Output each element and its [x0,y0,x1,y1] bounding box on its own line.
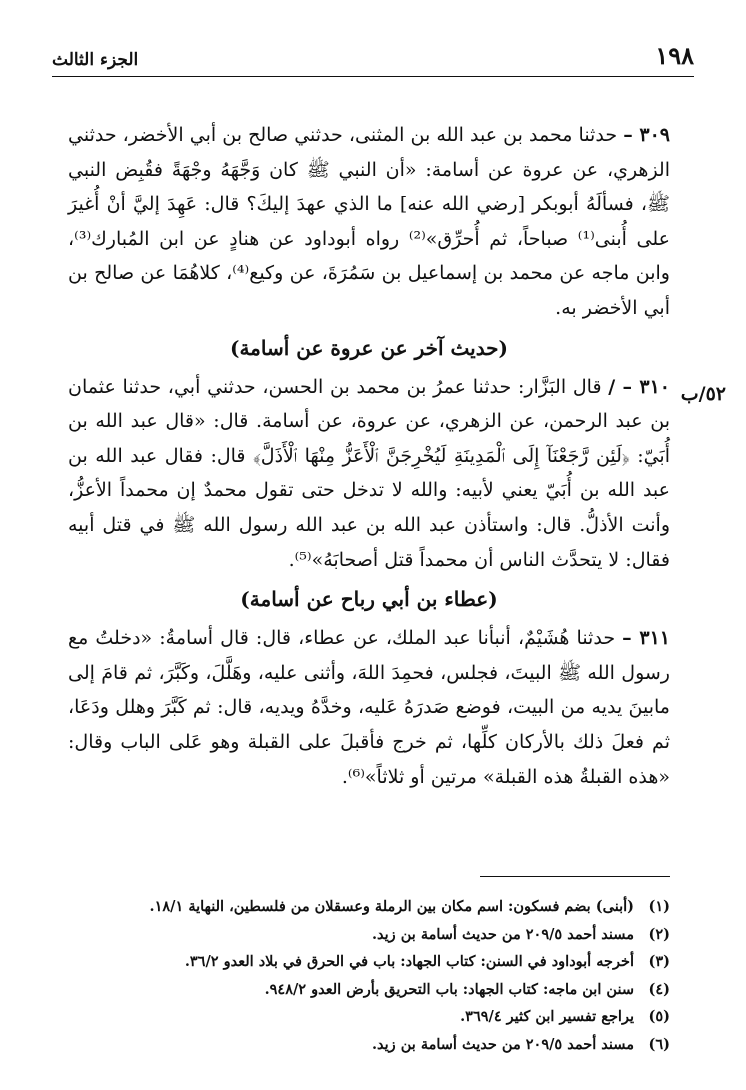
page-header [52,30,694,77]
hadith-number: ٣١١ – [622,627,670,650]
footnote-marker: (٦) [648,1035,670,1053]
hadith-number: ٣١٠ – / [608,375,670,398]
hadith-paragraph-310 [68,370,670,578]
footnote-marker: (٢) [648,925,670,943]
footnote [68,976,670,1004]
manuscript-folio-reference: ٥٢/ب [680,383,726,405]
footnote [68,921,670,949]
hadith-paragraph-309 [68,118,670,326]
footnote [68,893,670,921]
footnotes [68,893,670,1058]
hadith-text: حدثنا محمد بن عبد الله بن المثنى، حدثني صالح بن أبي الأخضر، حدثني الزهري، عن عروة عن أسامة: «أن النبي ﷺ كان وَجَّهَهُ وجْهَةً فقُبِض النبي ﷺ، فسألَهُ أبوبكر [رضي الله عنه] ما الذي عهدَ إليكَ؟ قال: عَهِدَ إليَّ أنْ أُغيرَ على أُبنى⁽¹⁾ صباحاً، ثم أُحرِّق»⁽²⁾ رواه أبوداود عن هنادٍ عن ابن المُبارك⁽³⁾، وابن ماجه عن محمد بن إسماعيل بن سَمُرَةَ، عن وكيع⁽⁴⁾، كلاهُمَا عن صالح بن أبي الأخضر به. [68,124,670,319]
footnote-marker: (٤) [648,980,670,998]
section-heading: (عطاء بن أبي رباح عن أسامة) [240,587,498,612]
hadith-number: ٣٠٩ – [623,124,670,146]
footnote-text: يراجع تفسير ابن كثير ٣٦٩/٤. [460,1008,634,1025]
hadith-text: قال البَزَّار: حدثنا عمرُ بن محمد بن الحسن، حدثني أبي، حدثنا عثمان بن عبد الرحمن، عن الزهري، عن عروة، عن أسامة. قال: «قال عبد الله بن أُبَيّ: ﴿لَئِن رَّجَعْنَآ إِلَى ٱلْمَدِينَةِ لَيُخْرِجَنَّ ٱلْأَعَزُّ مِنْهَا ٱلْأَذَلَّ﴾ قال: فقال عبد الله بن عبد الله بن أُبَيّ يعني لأبيه: والله لا تدخل حتى تقول محمدٌ إن محمداً الأعزُّ، وأنت الأذلُّ. قال: واستأذن عبد الله بن عبد الله رسول الله ﷺ في قتل أبيه فقال: لا يتحدَّث الناس أن محمداً قتل أصحابَهُ»⁽⁵⁾. [68,375,670,571]
running-title: الجزء الثالث [52,50,139,70]
page-number: ١٩٨ [655,41,694,70]
hadith-text: حدثنا هُشَيْمٌ، أنبأنا عبد الملك، عن عطاء، قال: قال أسامةُ: «دخلتُ مع رسول الله ﷺ البيتَ، فجلس، فحمِدَ اللهَ، وأثنى عليه، وهَلَّلَ، وكَبَّرَ، ثم قامَ إلى مابينَ يديه من البيت، فوضع صَدرَهُ عَليه، وخدَّهُ ويديه، قال: ثم كَبَّرَ وهلل ودَعَا، ثم فعلَ ذلك بالأركان كلِّها، ثم خرج فأقبلَ على القبلة وهو عَلى الباب وقال: «هذه القبلةُ هذه القبلة» مرتين أو ثلاثاً»⁽⁶⁾. [68,627,670,788]
footnote [68,1003,670,1031]
footnote-marker: (٥) [648,1008,670,1025]
footnote-text: أخرجه أبوداود في السنن: كتاب الجهاد: باب في الحرق في بلاد العدو ٣٦/٢. [184,953,634,970]
section-heading: (حديث آخر عن عروة عن أسامة) [229,335,509,360]
footnote [68,948,670,976]
hadith-paragraph-311 [68,621,670,794]
main-text [68,118,670,794]
footnote-divider [480,876,670,877]
footnote [68,1031,670,1059]
footnote-text: مسند أحمد ٢٠٩/٥ من حديث أسامة بن زيد. [371,925,634,943]
footnote-text: سنن ابن ماجه: كتاب الجهاد: باب التحريق بأرض العدو ٩٤٨/٢. [264,980,634,998]
footnote-marker: (٣) [648,953,670,970]
footnote-text: (أبنى) بضم فسكون: اسم مكان بين الرملة وعسقلان من فلسطين، النهاية ١٨/١. [149,898,634,915]
footnote-text: مسند أحمد ٢٠٩/٥ من حديث أسامة بن زيد. [371,1035,634,1053]
footnote-marker: (١) [648,898,670,915]
